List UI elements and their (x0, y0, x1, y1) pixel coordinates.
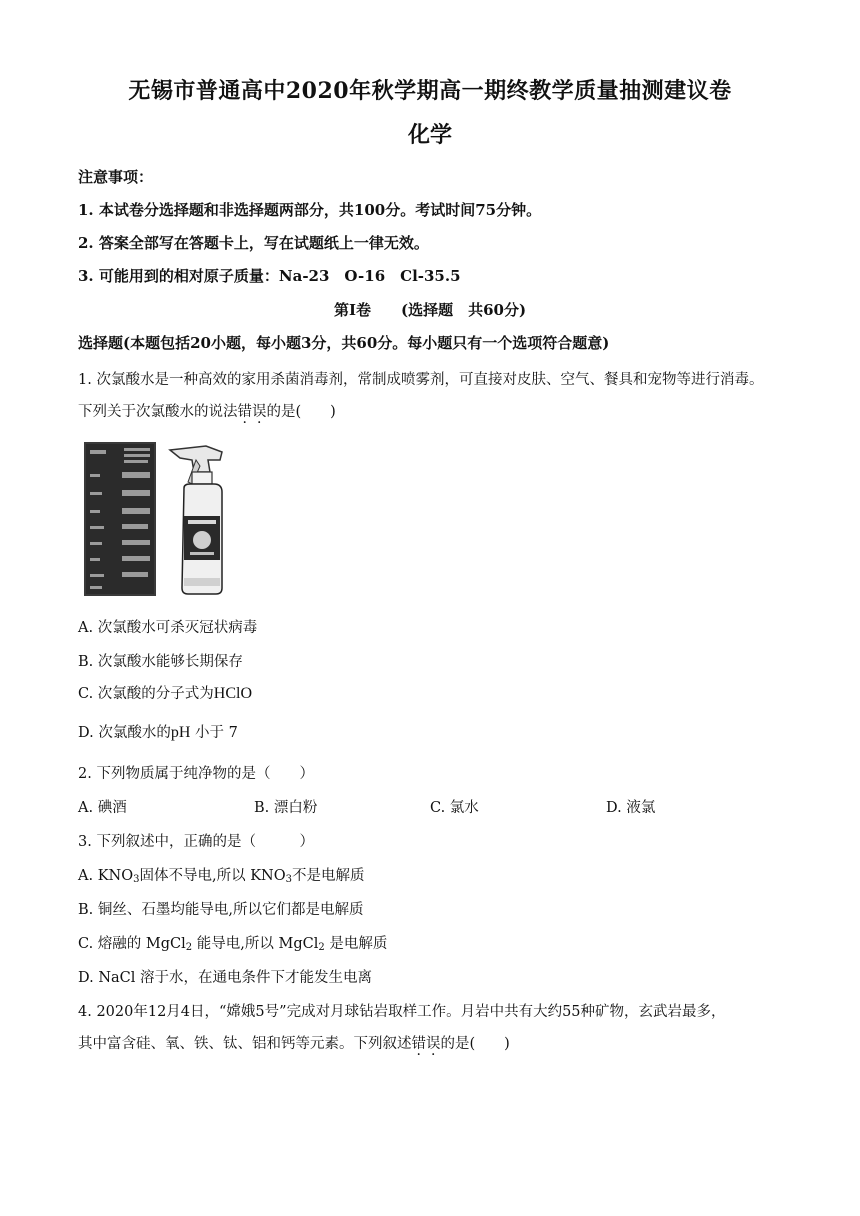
q3-option-c-part1: C. 熔融的 MgCl (78, 936, 186, 952)
q3-option-a-sub2: 3 (285, 874, 292, 885)
q1-stem-prefix: 下列关于次氯酸水的说法 (78, 404, 238, 420)
section-instructions: 选择题(本题包括20小题，每小题3分，共60分。每小题只有一个选项符合题意) (78, 334, 610, 352)
q1-option-b: B. 次氯酸水能够长期保存 (78, 654, 243, 670)
q1-stem-line2 (78, 400, 336, 421)
q4-emphasis-char-2: 误 (426, 1036, 441, 1052)
notice-heading: 注意事项： (78, 168, 154, 186)
q1-stem-suffix: 的是( ) (266, 404, 336, 420)
q1-option-c-text: C. 次氯酸的分子式为 (78, 686, 214, 702)
spray-bottle-image (84, 438, 234, 598)
q4-emphasis-char-1: 错 (411, 1036, 426, 1052)
q2-option-a: A. 碘酒 (78, 800, 127, 816)
q3-option-a-part3: 不是电解质 (292, 868, 365, 884)
notice-item-2: 2. 答案全部写在答题卡上，写在试题纸上一律无效。 (78, 234, 429, 252)
q2-option-d: D. 液氯 (606, 800, 656, 816)
q1-option-d (78, 721, 238, 742)
q3-option-a-part1: A. KNO (78, 868, 134, 884)
q1-option-d-suffix: 小于 7 (190, 725, 238, 741)
q4-stem-prefix: 其中富含硅、氧、铁、钛、铝和钙等元素。下列叙述 (78, 1036, 412, 1052)
section-title: 第Ⅰ卷 (选择题 共60分) (333, 301, 527, 319)
q4-stem-line1: 4. 2020年12月4日，“嫦娥5号”完成对月球钻岩取样工作。月岩中共有大约55种矿物，玄武岩最多， (78, 1004, 726, 1020)
q1-emphasis-char-2: 误 (252, 404, 267, 420)
q3-option-c-sub2: 2 (318, 942, 325, 953)
notice-item-1: 1. 本试卷分选择题和非选择题两部分，共100分。考试时间75分钟。 (78, 201, 542, 219)
q1-option-d-ph: pH (170, 724, 191, 741)
q1-option-a: A. 次氯酸水可杀灭冠状病毒 (78, 620, 258, 636)
q3-option-c-part2: 能导电,所以 MgCl (192, 936, 319, 952)
q3-option-a-part2: 固体不导电,所以 KNO (139, 868, 286, 884)
q3-option-c-part3: 是电解质 (324, 936, 388, 952)
q3-option-b: B. 铜丝、石墨均能导电,所以它们都是电解质 (78, 902, 364, 918)
notice-item-3: 3. 可能用到的相对原子质量：Na-23 O-16 Cl-35.5 (78, 267, 461, 285)
q3-stem: 3. 下列叙述中，正确的是（ ） (78, 834, 314, 850)
q3-option-a (78, 864, 365, 885)
q3-option-c-sub1: 2 (185, 942, 193, 953)
q1-product-photo (84, 438, 234, 598)
q3-option-a-sub1: 3 (133, 874, 140, 885)
q3-option-c (78, 932, 387, 953)
q2-option-b: B. 漂白粉 (254, 800, 318, 816)
q1-emphasis-char-1: 错 (237, 404, 252, 420)
q1-option-c-formula: HClO (213, 685, 253, 702)
q3-option-d: D. NaCl 溶于水，在通电条件下才能发生电离 (78, 970, 372, 986)
subject-title: 化学 (407, 122, 452, 148)
q1-option-c (78, 682, 252, 703)
q1-option-d-text: D. 次氯酸水的 (78, 725, 171, 741)
q2-option-c: C. 氯水 (430, 800, 479, 816)
q4-stem-line2 (78, 1032, 510, 1053)
exam-title: 无锡市普通高中2020年秋学期高一期终教学质量抽测建议卷 (128, 78, 732, 104)
q1-stem-line1: 1. 次氯酸水是一种高效的家用杀菌消毒剂，常制成喷雾剂，可直接对皮肤、空气、餐具和宠物等进行消毒。 (78, 372, 764, 388)
q2-stem: 2. 下列物质属于纯净物的是（ ） (78, 766, 314, 782)
q4-stem-suffix: 的是( ) (440, 1036, 510, 1052)
